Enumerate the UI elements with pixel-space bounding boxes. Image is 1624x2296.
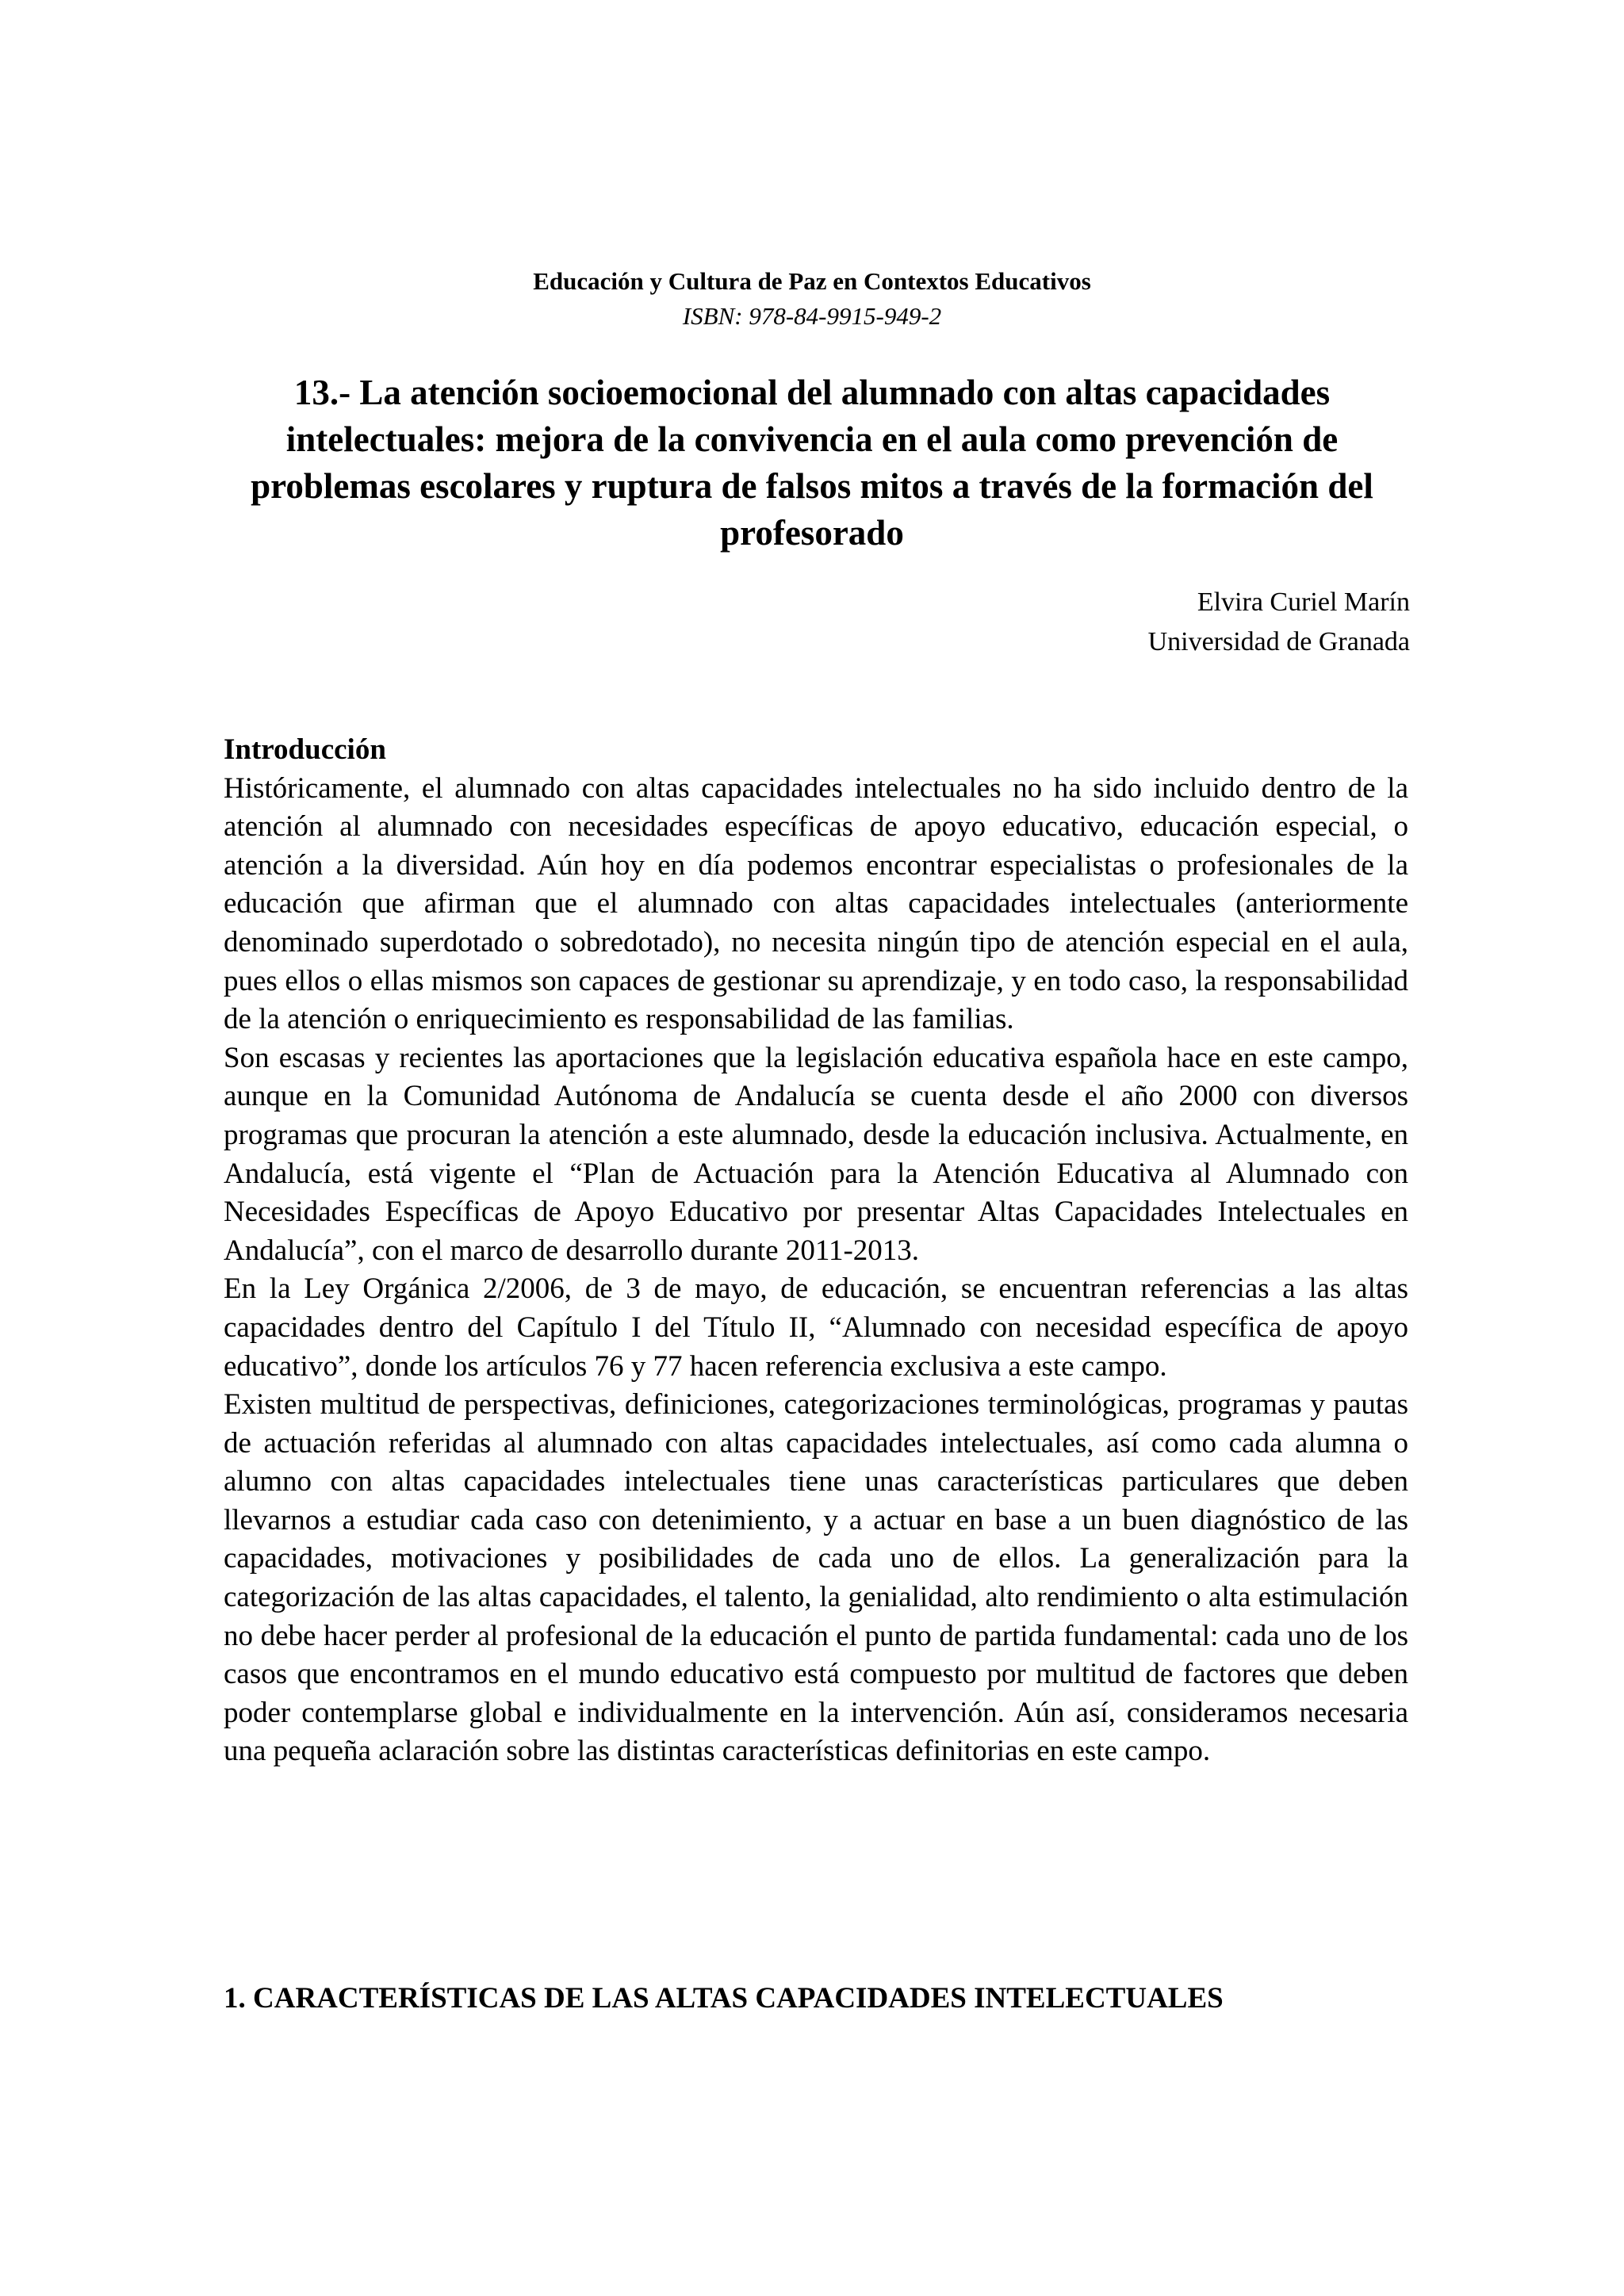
chapter-title: 13.- La atención socioemocional del alumnado con altas capacidades intelectuales: mejora de la convivencia en el aula como prevención de problemas escolares y ruptura de falsos mitos a través de la formación del profesorado [251, 373, 1373, 553]
author-name: Elvira Curiel Marín [1197, 587, 1410, 617]
author-affiliation: Universidad de Granada [1147, 627, 1410, 656]
introduction-section [224, 731, 1408, 1771]
introduction-heading: Introducción [224, 733, 386, 766]
body-paragraph: Históricamente, el alumnado con altas capacidades intelectuales no ha sido incluido dentro de la atención al alumnado con necesidades específicas de apoyo educativo, educación especial, o atención a la diversidad. Aún hoy en día podemos encontrar especialistas o profesionales de la educación que afirman que el alumnado con altas capacidades intelectuales (anteriormente denominado superdotado o sobredotado), no necesita ningún tipo de atención especial en el aula, pues ellos o ellas mismos son capaces de gestionar su aprendizaje, y en todo caso, la responsabilidad de la atención o enriquecimiento es responsabilidad de las familias. [224, 771, 1408, 1036]
body-paragraph: En la Ley Orgánica 2/2006, de 3 de mayo, de educación, se encuentran referencias a las altas capacidades dentro del Capítulo I del Título II, “Alumnado con necesidad específica de apoyo educativo”, donde los artículos 76 y 77 hacen referencia exclusiva a este campo. [224, 1272, 1408, 1383]
author-block [1148, 583, 1410, 662]
book-header [0, 264, 1624, 334]
section-heading: 1. CARACTERÍSTICAS DE LAS ALTAS CAPACIDADES INTELECTUALES [224, 1982, 1224, 2015]
isbn: ISBN: 978-84-9915-949-2 [682, 302, 942, 330]
body-paragraph: Existen multitud de perspectivas, definiciones, categorizaciones terminológicas, programas y pautas de actuación referidas al alumnado con altas capacidades intelectuales, así como cada alumna o alumno con altas capacidades intelectuales tiene unas características particulares que deben llevarnos a estudiar cada caso con detenimiento, y a actuar en base a un buen diagnóstico de las capacidades, motivaciones y posibilidades de cada uno de ellos. La generalización para la categorización de las altas capacidades, el talento, la genialidad, alto rendimiento o alta estimulación no debe hacer perder al profesional de la educación el punto de partida fundamental: cada uno de los casos que encontramos en el mundo educativo está compuesto por multitud de factores que deben poder contemplarse global e individualmente en la intervención. Aún así, consideramos necesaria una pequeña aclaración sobre las distintas características definitorias en este campo. [224, 1388, 1408, 1768]
body-paragraph: Son escasas y recientes las aportaciones que la legislación educativa española hace en este campo, aunque en la Comunidad Autónoma de Andalucía se cuenta desde el año 2000 con diversos programas que procuran la atención a este alumnado, desde la educación inclusiva. Actualmente, en Andalucía, está vigente el “Plan de Actuación para la Atención Educativa al Alumnado con Necesidades Específicas de Apoyo Educativo por presentar Altas Capacidades Intelectuales en Andalucía”, con el marco de desarrollo durante 2011-2013. [224, 1041, 1408, 1267]
book-title: Educación y Cultura de Paz en Contextos Educativos [533, 267, 1091, 295]
